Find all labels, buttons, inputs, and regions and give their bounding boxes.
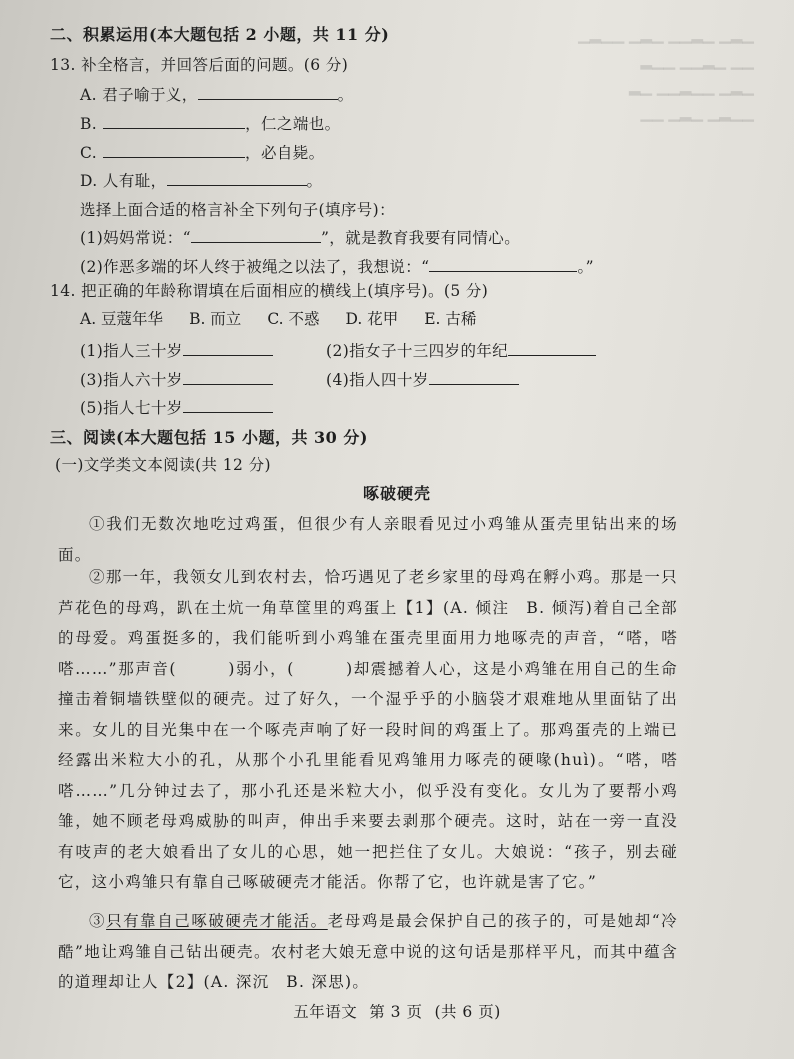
footer-page: 第 3 页 <box>369 1003 423 1021</box>
section3-subtitle: (一)文学类文本阅读(共 12 分) <box>55 456 271 474</box>
section2-title: 二、积累运用(本大题包括 2 小题，共 11 分) <box>50 25 390 44</box>
q13-a-blank[interactable] <box>198 84 338 100</box>
q13-sentence-2: (2)作恶多端的坏人终于被绳之以法了，我想说：“ 。” <box>80 258 594 276</box>
q13-sentence-1: (1)妈妈常说：“ ”，就是教育我要有同情心。 <box>80 229 521 247</box>
q14-options <box>80 307 502 329</box>
q14-2-blank[interactable] <box>508 340 596 356</box>
q13-option-c: C. ，必自毙。 <box>80 144 325 162</box>
q14-item-1: (1)指人三十岁 <box>80 339 273 361</box>
q14-option-e: E. 古稀 <box>424 310 477 328</box>
q13-stem: 13. 补全格言，并回答后面的问题。(6 分) <box>50 56 349 74</box>
q13-s1-blank[interactable] <box>191 227 321 243</box>
q13-s2-blank[interactable] <box>429 256 577 272</box>
q13-instruction: 选择上面合适的格言补全下列句子(填序号)： <box>80 201 395 219</box>
q13-b-blank[interactable] <box>103 113 245 129</box>
q14-item-4: (4)指人四十岁 <box>326 368 519 390</box>
q14-5-blank[interactable] <box>183 397 273 413</box>
q13-option-a: A. 君子喻于义， 。 <box>80 86 354 104</box>
q13-c-blank[interactable] <box>103 142 245 158</box>
q14-3-blank[interactable] <box>183 369 273 385</box>
page-footer <box>0 1000 794 1022</box>
paragraph-2: ②那一年，我领女儿到农村去，恰巧遇见了老乡家里的母鸡在孵小鸡。那是一只芦花色的母鸡，趴在土炕一角草筐里的鸡蛋上【1】(A. 倾注 B. 倾泻)着自己全部的母爱。鸡蛋挺多的，我们能听到小鸡雏在蛋壳里面用力地啄壳的声音，“嗒，嗒嗒……”那声音( )弱小，( )却震撼着人心，这是小鸡雏在用自己的生命撞击着铜墙铁壁似的硬壳。过了好久，一个湿乎乎的小脑袋才艰难地从里面钻了出来。女儿的目光集中在一个啄壳声响了好一段时间的鸡蛋上了。那鸡蛋壳的上端已经露出米粒大小的孔，从那个小孔里能看见鸡雏用力啄壳的硬喙(huì)。“嗒，嗒嗒……”几分钟过去了，那小孔还是米粒大小，似乎没有变化。女儿为了要帮小鸡雏，她不顾老母鸡威胁的叫声，伸出手来要去剥那个硬壳。这时，站在一旁一直没有吱声的老大娘看出了女儿的心思，她一把拦住了女儿。大娘说：“孩子，别去碰它，这小鸡雏只有靠自己啄破硬壳才能活。你帮了它，也许就是害了它。” <box>58 568 678 891</box>
paragraph-1: ①我们无数次地吃过鸡蛋，但很少有人亲眼看见过小鸡雏从蛋壳里钻出来的场面。 <box>58 515 678 564</box>
q14-option-c: C. 不惑 <box>267 310 320 328</box>
q14-item-2: (2)指女子十三四岁的年纪 <box>326 339 596 361</box>
q14-option-b: B. 而立 <box>189 310 242 328</box>
q14-option-a: A. 豆蔻年华 <box>80 310 164 328</box>
paragraph-3: ③只有靠自己啄破硬壳才能活。老母鸡是最会保护自己的孩子的，可是她却“冷酷”地让鸡雏自己钻出硬壳。农村老大娘无意中说的这句话是那样平凡，而其中蕴含的道理却让人【2】(A. 深沉 B. 深思)。 <box>58 912 678 991</box>
q13-option-b: B. ，仁之端也。 <box>80 115 341 133</box>
q14-item-5: (5)指人七十岁 <box>80 396 273 418</box>
section3-title: 三、阅读(本大题包括 15 小题，共 30 分) <box>50 428 368 447</box>
bleed-through-text: ▁▂▁ ▁▂▁▁ ▁▂▁ ▁▁▂▁ ▁▁ ▁▂▁▁ ▁▁▂ ▁▂▁ ▁▁▂▁▁ ▁▂ ▁▁▂▁ ▁▂▁ ▁▁ <box>578 26 754 122</box>
q14-1-blank[interactable] <box>183 340 273 356</box>
footer-total: (共 6 页) <box>434 1003 501 1021</box>
q13-option-d: D. 人有耻， 。 <box>80 172 323 190</box>
q14-option-d: D. 花甲 <box>345 310 399 328</box>
q14-4-blank[interactable] <box>429 369 519 385</box>
footer-subject: 五年语文 <box>293 1003 358 1021</box>
article-title: 啄破硬壳 <box>362 484 431 503</box>
q14-stem: 14. 把正确的年龄称谓填在后面相应的横线上(填序号)。(5 分) <box>50 282 489 300</box>
q14-item-3: (3)指人六十岁 <box>80 368 273 390</box>
q13-d-blank[interactable] <box>167 170 307 186</box>
underlined-sentence: 只有靠自己啄破硬壳才能活。 <box>106 912 328 930</box>
